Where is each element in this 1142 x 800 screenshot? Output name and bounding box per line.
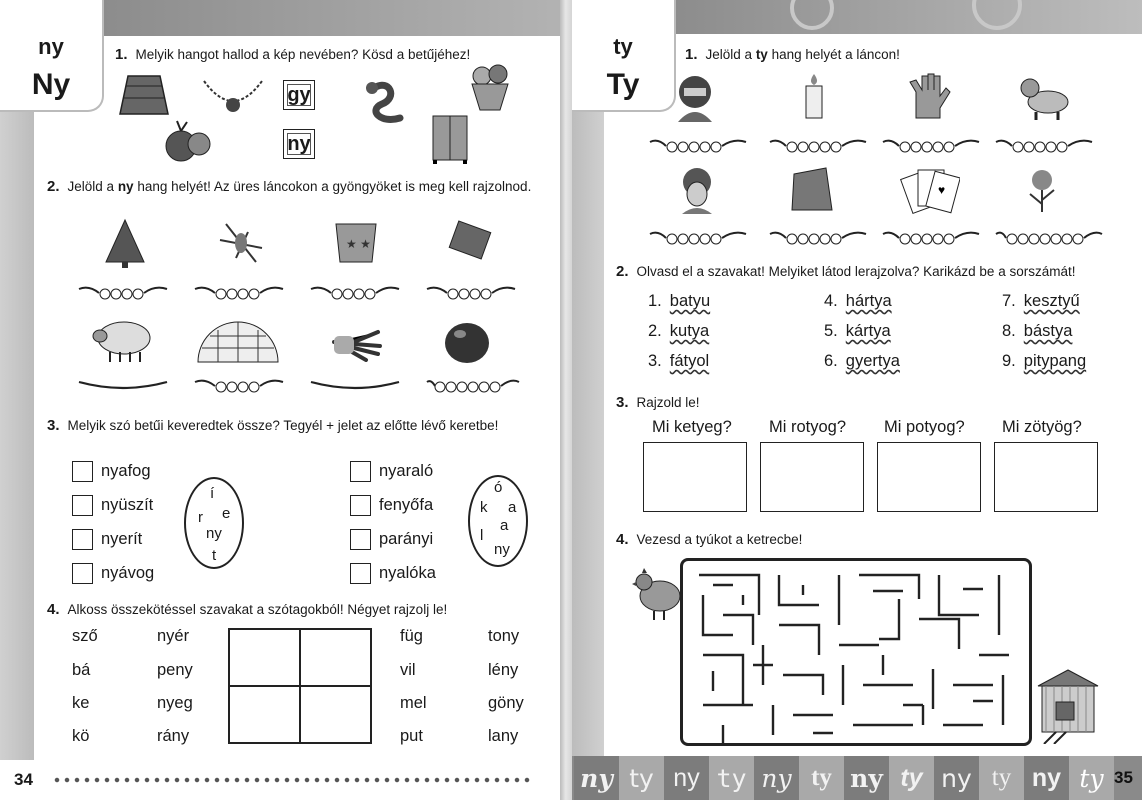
syllable[interactable]: nyér — [157, 627, 190, 645]
dog-picture — [1018, 72, 1072, 122]
page-footer — [572, 756, 1142, 800]
letter-tab — [0, 0, 104, 112]
strip-letter: ty — [889, 756, 934, 800]
drawing-box[interactable] — [994, 442, 1098, 512]
svg-text:♥: ♥ — [938, 183, 946, 197]
word-item[interactable]: 2. kutya — [648, 322, 710, 340]
bead-chain — [881, 228, 981, 248]
word-checkbox-row[interactable] — [72, 461, 151, 482]
drawing-grid[interactable] — [228, 628, 372, 744]
tab-lowercase: ty — [613, 34, 633, 59]
drawing-box[interactable] — [643, 442, 747, 512]
maze[interactable] — [680, 558, 1032, 746]
strip-letter: ty — [979, 756, 1024, 800]
veiled-person-picture — [672, 72, 718, 122]
word-item[interactable]: 1. batyu — [648, 292, 711, 310]
answer-checkbox[interactable] — [72, 461, 93, 482]
scrambled-letters-oval: í r e ny t — [184, 477, 244, 569]
word-label: nyaraló — [379, 462, 434, 480]
exercise-4-instruction: 4. Vezesd a tyúkot a ketrecbe! — [616, 531, 803, 548]
syllable[interactable]: lany — [488, 727, 519, 745]
empty-chain — [77, 376, 169, 396]
empty-chain — [309, 376, 401, 396]
top-band — [672, 0, 1142, 34]
bead-chain — [994, 228, 1104, 248]
chestnut-picture — [442, 316, 492, 366]
strip-letter: ty — [1069, 756, 1114, 800]
top-band — [100, 0, 566, 36]
syllable[interactable]: bá — [72, 661, 91, 679]
necklace-picture — [200, 75, 266, 117]
syllable[interactable]: kö — [72, 727, 90, 745]
answer-checkbox[interactable] — [72, 529, 93, 550]
syllable[interactable]: lény — [488, 661, 519, 679]
word-checkbox-row[interactable] — [72, 563, 154, 584]
syllable[interactable]: mel — [400, 694, 427, 712]
syllable[interactable]: peny — [157, 661, 193, 679]
sack-picture — [786, 164, 836, 214]
bead-chain — [648, 136, 748, 156]
side-band — [572, 112, 604, 756]
answer-checkbox[interactable] — [350, 563, 371, 584]
right-page — [572, 0, 1142, 800]
tab-uppercase: Ny — [31, 68, 71, 101]
wardrobe-picture — [430, 114, 470, 164]
word-item[interactable]: 6. gyertya — [824, 352, 900, 370]
scrambled-letters-oval: ó k a a l ny — [468, 475, 528, 567]
sheep-picture — [90, 316, 156, 366]
playing-cards-picture — [900, 164, 960, 214]
exercise-3-instruction: 3. Melyik szó betűi keveredtek össze? Tegyél + jelet az előtte lévő keretbe! — [47, 417, 499, 434]
syllable[interactable]: ke — [72, 694, 90, 712]
strip-letter: ny — [754, 756, 799, 800]
word-checkbox-row[interactable] — [72, 495, 153, 516]
letter-strip — [574, 756, 1114, 800]
word-item[interactable]: 7. kesztyű — [1002, 292, 1080, 310]
bead-chain — [648, 228, 748, 248]
strip-letter: ny — [844, 756, 889, 800]
syllable[interactable]: sző — [72, 627, 98, 645]
answer-checkbox[interactable] — [350, 461, 371, 482]
word-checkbox-row[interactable] — [350, 563, 436, 584]
bead-chain — [193, 283, 285, 303]
page-number: 35 — [1114, 768, 1133, 787]
exercise-4-instruction: 4. Alkoss összekötéssel szavakat a szótagokból! Négyet rajzolj le! — [47, 601, 448, 618]
answer-checkbox[interactable] — [72, 563, 93, 584]
bead-chain — [881, 136, 981, 156]
word-checkbox-row[interactable] — [350, 529, 433, 550]
bead-chain — [309, 283, 401, 303]
syllable[interactable]: vil — [400, 661, 416, 679]
syllable[interactable]: göny — [488, 694, 524, 712]
mosquito-picture — [216, 218, 266, 268]
left-page — [0, 0, 566, 800]
word-item[interactable]: 8. bástya — [1002, 322, 1073, 340]
answer-checkbox[interactable] — [350, 495, 371, 516]
bead-chain — [77, 283, 169, 303]
word-label: nyalóka — [379, 564, 436, 582]
letter-tab — [572, 0, 676, 112]
word-item[interactable]: 4. hártya — [824, 292, 892, 310]
fir-tree-picture — [100, 218, 150, 268]
dandelion-picture — [1020, 164, 1064, 214]
bead-chain — [768, 228, 868, 248]
henhouse-picture — [1036, 668, 1100, 744]
igloo-picture — [194, 316, 290, 366]
exercise-2-instruction: 2. Jelöld a ny hang helyét! Az üres láncokon a gyöngyöket is meg kell rajzolnod. — [47, 178, 532, 195]
exercise-2-instruction: 2. Olvasd el a szavakat! Melyiket látod lerajzolva? Karikázd be a sorszámát! — [616, 263, 1076, 280]
word-label: nyerít — [101, 530, 143, 548]
word-label: nyávog — [101, 564, 155, 582]
syllable[interactable]: nyeg — [157, 694, 193, 712]
maze-paths — [683, 561, 1032, 746]
word-item[interactable]: 3. fátyol — [648, 352, 710, 370]
word-label: nyüszít — [101, 496, 154, 514]
drawing-question: Mi ketyeg? — [652, 418, 732, 436]
word-checkbox-row[interactable] — [72, 529, 142, 550]
syllable[interactable]: füg — [400, 627, 423, 645]
strip-letter: ty — [709, 756, 754, 800]
strip-letter: ty — [619, 756, 664, 800]
drawing-question: Mi rotyog? — [769, 418, 847, 436]
word-checkbox-row[interactable] — [350, 461, 433, 482]
hen-picture — [632, 566, 684, 622]
candle-picture — [794, 72, 834, 122]
woman-head-picture — [674, 164, 720, 214]
word-item[interactable]: 9. pitypang — [1002, 352, 1087, 370]
bead-chain — [425, 376, 521, 396]
pot-picture — [330, 218, 382, 266]
tab-lowercase: ny — [38, 34, 64, 59]
svg-text:★ ★: ★ ★ — [346, 237, 371, 251]
skirt-picture — [118, 72, 170, 118]
ice-cream-picture — [466, 62, 516, 112]
exercise-1-instruction: 1. Jelöld a ty hang helyét a láncon! — [685, 46, 900, 63]
bead-chain — [425, 283, 517, 303]
word-checkbox-row[interactable] — [350, 495, 433, 516]
snake-picture — [360, 78, 410, 126]
word-label: nyafog — [101, 462, 151, 480]
letter-box-ny[interactable]: ny — [283, 129, 315, 159]
syllable[interactable]: tony — [488, 627, 520, 645]
bead-chain — [193, 376, 285, 396]
bead-chain — [994, 136, 1094, 156]
hand-picture — [330, 318, 386, 362]
drawing-question: Mi zötyög? — [1002, 418, 1082, 436]
tab-uppercase: Ty — [606, 68, 640, 101]
exercise-1-instruction: 1. Melyik hangot hallod a kép nevében? Kösd a betűjéhez! — [115, 46, 471, 63]
drawing-question: Mi potyog? — [884, 418, 965, 436]
exercise-3-instruction: 3. Rajzold le! — [616, 394, 700, 411]
letter-box-gy[interactable]: gy — [283, 80, 315, 110]
bead-chain — [768, 136, 868, 156]
word-label: fenyőfa — [379, 496, 434, 514]
drawing-box[interactable] — [760, 442, 864, 512]
strip-letter: ny — [1024, 756, 1069, 800]
word-label: parányi — [379, 530, 434, 548]
syllable[interactable]: rány — [157, 727, 190, 745]
dotted-line — [52, 777, 532, 783]
swirl-decoration — [972, 0, 1022, 30]
answer-checkbox[interactable] — [72, 495, 93, 516]
word-item[interactable]: 5. kártya — [824, 322, 891, 340]
swirl-decoration — [790, 0, 834, 30]
strip-letter: ny — [574, 756, 619, 800]
strip-letter: ny — [664, 756, 709, 800]
strip-letter: ny — [934, 756, 979, 800]
syllable[interactable]: put — [400, 727, 423, 745]
side-band — [0, 112, 34, 760]
answer-checkbox[interactable] — [350, 529, 371, 550]
page-number: 34 — [14, 770, 33, 789]
page-footer — [0, 760, 566, 800]
glove-picture — [906, 72, 952, 122]
fruit-picture — [163, 116, 213, 164]
book-picture — [447, 218, 495, 266]
drawing-box[interactable] — [877, 442, 981, 512]
strip-letter: ty — [799, 756, 844, 800]
